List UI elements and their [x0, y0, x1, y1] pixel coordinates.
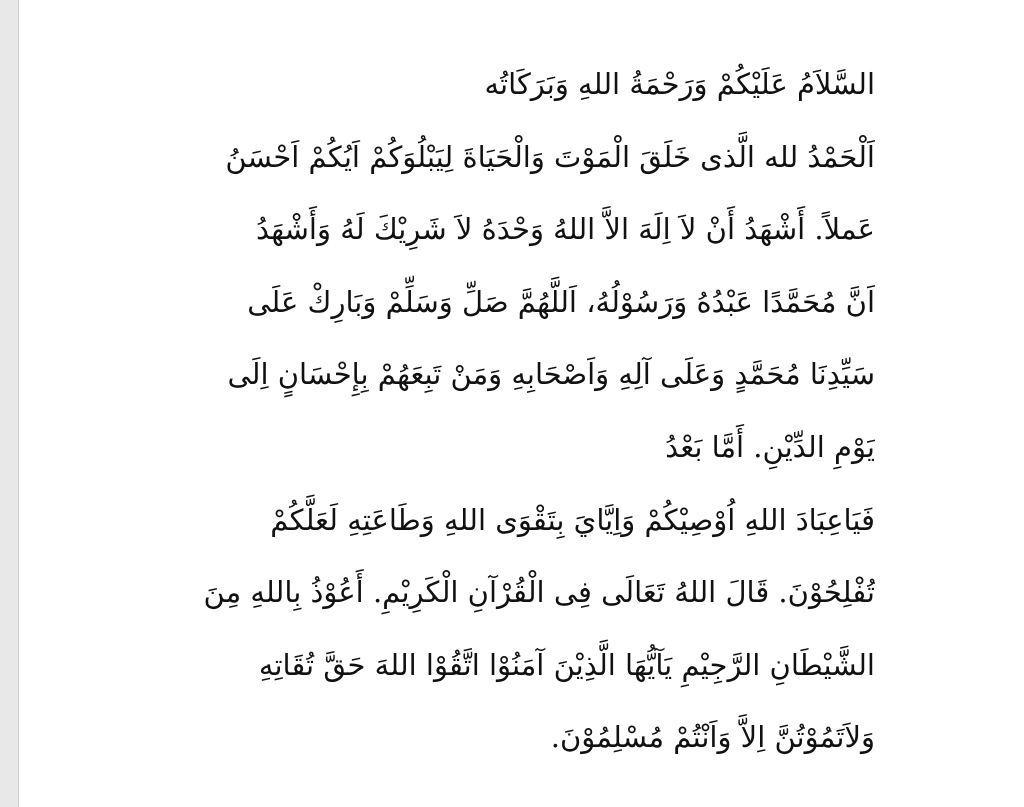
- text-line: سَيِّدِنَا مُحَمَّدٍ وَعَلَى آلِهِ وَاَصْحَابِهِ وَمَنْ تَبِعَهُمْ بِإِحْسَانٍ اِلَى: [227, 357, 875, 392]
- sermon-text: [130, 48, 875, 774]
- text-line: عَملاً. أَشْهَدُ أَنْ لاَ اِلَهَ الاَّ اللهُ وَحْدَهُ لاَ شَرِيْكَ لَهُ وَأَشْهَدُ: [256, 212, 875, 247]
- text-line: الشَّيْطَانِ الرَّجِيْمِ يَآيُّهَا الَّذِيْنَ آمَنُوْا اتَّقُوْا اللهَ حَقَّ تُقَاتِهِ: [258, 647, 875, 682]
- text-line: وَلاَتَمُوْتُنَّ اِلاَّ وَاَنْتُمْ مُسْلِمُوْنَ.: [550, 720, 875, 755]
- document-page: [18, 0, 1024, 807]
- text-line: اَنَّ مُحَمَّدًا عَبْدُهُ وَرَسُوْلُهُ، اَللَّهُمَّ صَلِّ وَسَلِّمْ وَبَارِكْ عَلَى: [247, 284, 875, 319]
- text-line: تُفْلِحُوْنَ. قَالَ اللهُ تَعَالَى فِى الْقُرْآنِ الْكَرِيْمِ. أَعُوْذُ بِاللهِ مِنَ: [203, 575, 875, 610]
- text-line: يَوْمِ الدِّيْنِ. أَمَّا بَعْدُ: [665, 429, 875, 464]
- text-line: فَيَاعِبَادَ اللهِ اُوْصِيْكُمْ وَاِيَّايَ بِتَقْوَى اللهِ وَطَاعَتِهِ لَعَلَّكُمْ: [270, 502, 875, 537]
- text-line: اَلْحَمْدُ لله الَّذى خَلَقَ الْمَوْتَ وَالْحَيَاةَ لِيَبْلُوَكُمْ اَيُكُمْ اَحْسَنُ: [225, 139, 875, 174]
- text-line-greeting: السَّلاَمُ عَلَيْكُمْ وَرَحْمَةُ اللهِ وَبَرَكَاتُه: [484, 67, 875, 101]
